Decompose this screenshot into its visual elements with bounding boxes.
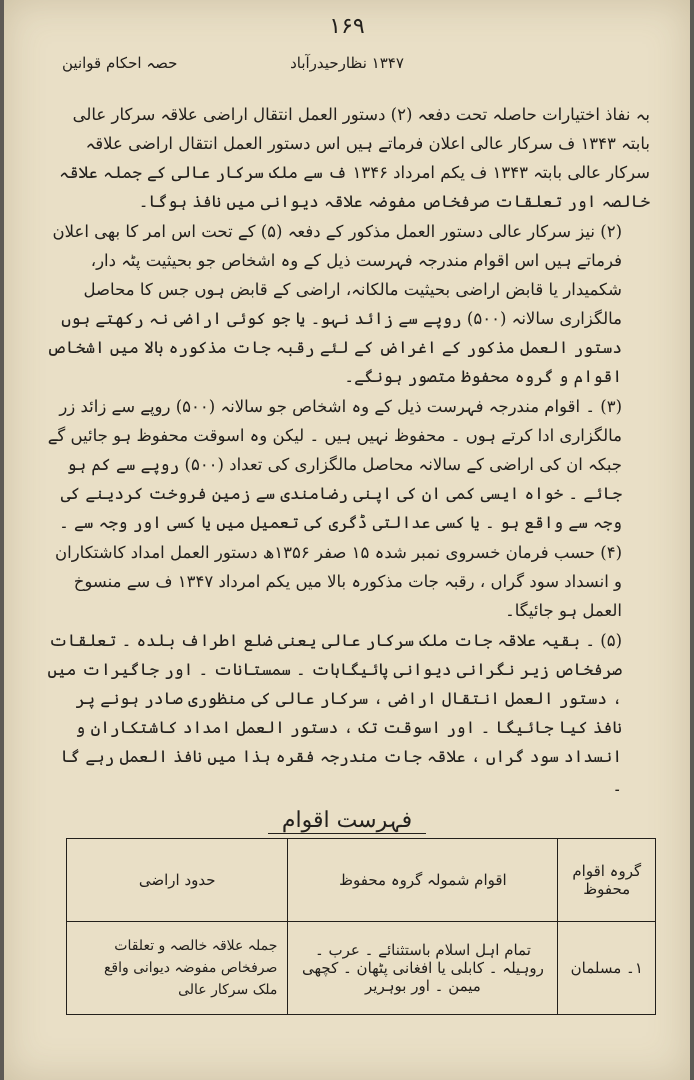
paragraph-4: (۴) حسب فرمان خسروی نمبر شدہ ۱۵ صفر ۱۳۵۶ھ دستور العمل امداد کاشتکاران و انسداد سود گراں ، رقبہ جات مذکورہ بالا میں یکم امرداد ۱۳۴۷ ف سے منسوخ العمل ہو جائیگا۔ <box>55 543 622 620</box>
document-page <box>4 0 690 1080</box>
cell-limits: جملہ علاقہ خالصہ و تعلقات صرفخاص مفوضہ دیوانی واقع ملک سرکار عالی <box>67 922 288 1015</box>
table-header-row <box>67 839 656 922</box>
paragraph-2: (۲) نیز سرکار عالی دستور العمل مذکور کے دفعہ (۵) کے تحت اس امر کا بھی اعلان فرماتے ہیں اس اقوام مندرجہ فہرست ذیل کے وہ اشخاص جو بحیثیت پٹہ دار، شکمیدار یا قابض اراضی بحیثیت مالکانہ، اراضی کے قابض ہوں جس کا محاصل مالگزاری سالانہ (۵۰۰) روپے سے زائد نہو۔ یا جو کوئی اراضی نہ رکھتے ہوں دستور العمل مذکور کے اغراض کے لئے رقبہ جات مذکورہ بالا میں اشخاص اقوام و گروہ محفوظ متصور ہونگے۔ <box>46 222 622 386</box>
header-group: گروہ اقوام محفوظ <box>558 839 656 922</box>
table-row <box>67 922 656 1015</box>
paragraph-1: بہ نفاذ اختیارات حاصلہ تحت دفعہ (۲) دستور العمل انتقال اراضی علاقہ سرکار عالی بابتہ ۱۳۴۳ ف سرکار عالی اعلان فرماتے ہیں اس دستور العمل انتقال اراضی علاقہ سرکار عالی بابتہ ۱۳۴۳ ف یکم امرداد ۱۳۴۶ ف سے ملک سرکار عالی کے جملہ علاقہ خالصہ اور تعلقات صرفخاص مفوضہ علاقہ دیوانی میں نافذ ہوگا۔ <box>59 105 650 211</box>
header-limits: حدود اراضی <box>67 839 288 922</box>
table-title-text: فہرست اقوام <box>268 808 426 834</box>
header-title: ۱۳۴۷ نظارحیدرآباد <box>290 54 404 72</box>
body-text <box>46 100 650 801</box>
paragraph-5: (۵) ۔ بقیہ علاقہ جات ملک سرکار عالی یعنی ضلع اطراف بلدہ ۔ تعلقات صرفخاص زیر نگرانی دیوانی پائیگاہات ۔ سمستانات ۔ اور جاگیرات میں ، دستور العمل انتقال اراضی ، سرکار عالی کی منظوری صادر ہونے پر نافذ کیا جائیگا ۔ اور اسوقت تک ، دستور العمل امداد کاشتکاران و انسداد سود گراں ، علاقہ جات مندرجہ فقرہ ہذا میں نافذ العمل رہے گا ۔ <box>47 631 622 795</box>
header-section: حصہ احکام قوانین <box>62 54 178 72</box>
page-header <box>4 8 690 78</box>
tribes-table <box>66 838 656 1015</box>
cell-group: ۱۔ مسلمان <box>558 922 656 1015</box>
header-tribes: اقوام شمولہ گروہ محفوظ <box>288 839 558 922</box>
cell-tribes: تمام اہل اسلام باستثنائے ۔ عرب ۔ روہیلہ ۔ کابلی یا افغانی پٹھان ۔ کچھی میمن ۔ اور بوہریر <box>288 922 558 1015</box>
table-title <box>4 808 690 833</box>
page-number: ۱۶۹ <box>329 14 365 39</box>
paragraph-3: (۳) ۔ اقوام مندرجہ فہرست ذیل کے وہ اشخاص جو سالانہ (۵۰۰) روپے سے زائد زر مالگزاری ادا کرتے ہوں ۔ محفوظ نہیں ہیں ۔ لیکن وہ اسوقت محفوظ ہو جائیں گے جبکہ ان کی اراضی کے سالانہ محاصل مالگزاری کی تعداد (۵۰۰) روپے سے کم ہو جائے ۔ خواہ ایسی کمی ان کی اپنی رضامندی سے زمین فروخت کردینے کی وجہ سے واقع ہو ۔ یا کسی عدالتی ڈگری کی تعمیل میں یا کسی اور وجہ سے ۔ <box>47 397 622 532</box>
